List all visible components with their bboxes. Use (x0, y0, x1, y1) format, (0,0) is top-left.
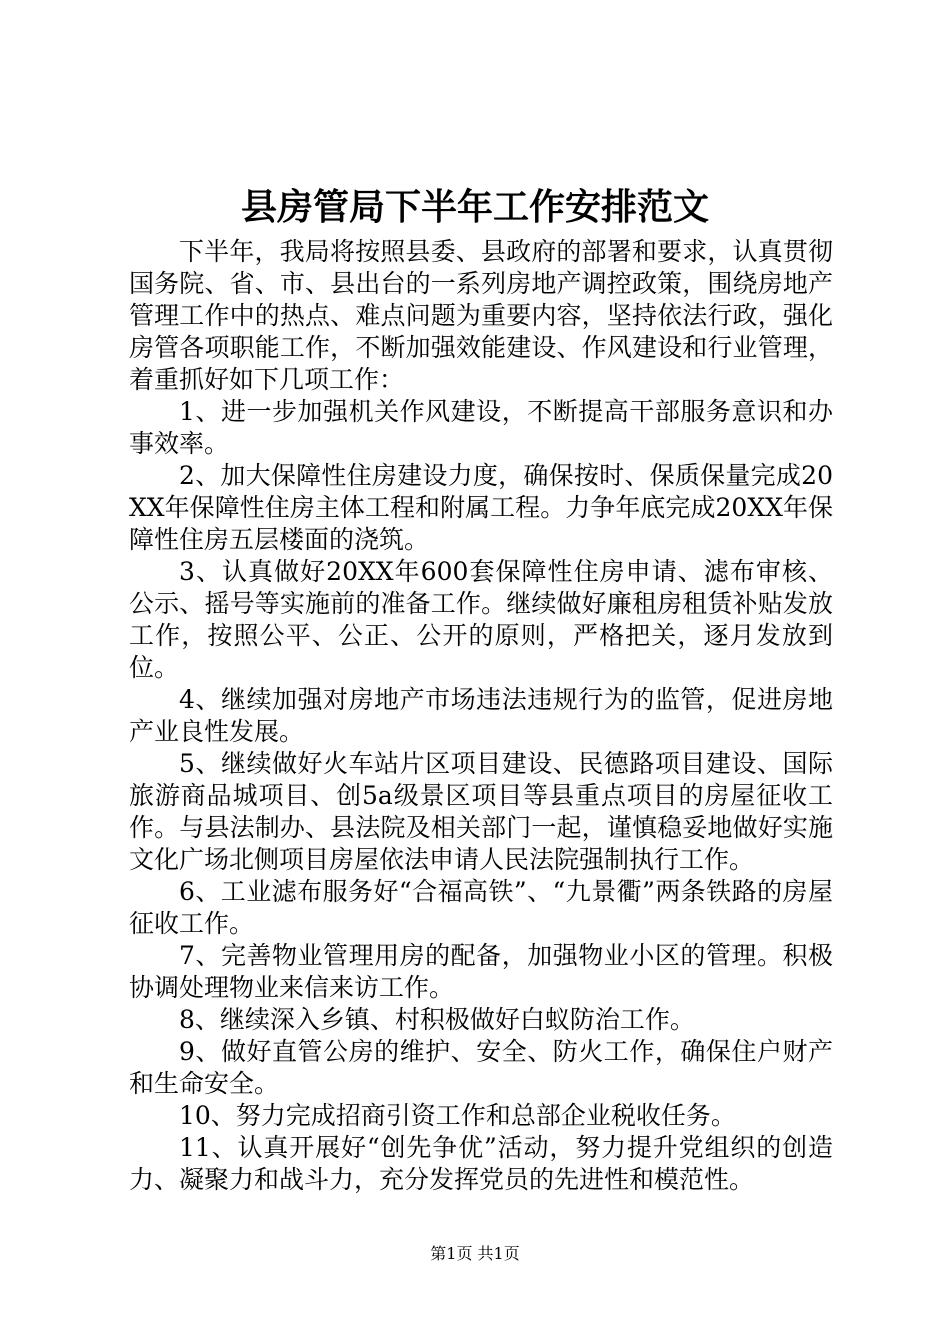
item-paragraph-11: 11、认真开展好“创先争优”活动，努力提升党组织的创造力、凝聚力和战斗力，充分发挥党员的先进性和模范性。 (129, 1133, 833, 1194)
item-paragraph-5: 5、继续做好火车站片区项目建设、民德路项目建设、国际旅游商品城项目、创5a级景区项目等县重点项目的房屋征收工作。与县法制办、县法院及相关部门一起，谨慎稳妥地做好实施文化广场北侧项目房屋依法申请人民法院强制执行工作。 (129, 749, 833, 874)
item-paragraph-9: 9、做好直管公房的维护、安全、防火工作，确保住户财产和生命安全。 (129, 1037, 833, 1098)
item-paragraph-7: 7、完善物业管理用房的配备，加强物业小区的管理。积极协调处理物业来信来访工作。 (129, 941, 833, 1002)
intro-paragraph: 下半年，我局将按照县委、县政府的部署和要求，认真贯彻国务院、省、市、县出台的一系列房地产调控政策，围绕房地产管理工作中的热点、难点问题为重要内容，坚持依法行政，强化房管各项职能工作，不断加强效能建设、作风建设和行业管理，着重抓好如下几项工作： (129, 237, 833, 394)
item-paragraph-6: 6、工业滤布服务好“合福高铁”、“九景衢”两条铁路的房屋征收工作。 (129, 877, 833, 938)
item-paragraph-10: 10、努力完成招商引资工作和总部企业税收任务。 (179, 1101, 736, 1130)
page-footer: 第1页 共1页 (430, 1244, 520, 1263)
item-paragraph-3: 3、认真做好20XX年600套保障性住房申请、滤布审核、公示、摇号等实施前的准备工作。继续做好廉租房租赁补贴发放工作，按照公平、公正、公开的原则，严格把关，逐月发放到位。 (129, 557, 833, 682)
item-paragraph-2: 2、加大保障性住房建设力度，确保按时、保质保量完成20XX年保障性住房主体工程和附属工程。力争年底完成20XX年保障性住房五层楼面的浇筑。 (129, 461, 833, 554)
document-body (129, 236, 833, 1196)
item-paragraph-8: 8、继续深入乡镇、村积极做好白蚁防治工作。 (179, 1005, 695, 1034)
item-paragraph-4: 4、继续加强对房地产市场违法违规行为的监管，促进房地产业良性发展。 (129, 685, 833, 746)
item-paragraph-1: 1、进一步加强机关作风建设，不断提高干部服务意识和办事效率。 (129, 397, 833, 458)
document-title: 县房管局下半年工作安排范文 (240, 187, 709, 228)
